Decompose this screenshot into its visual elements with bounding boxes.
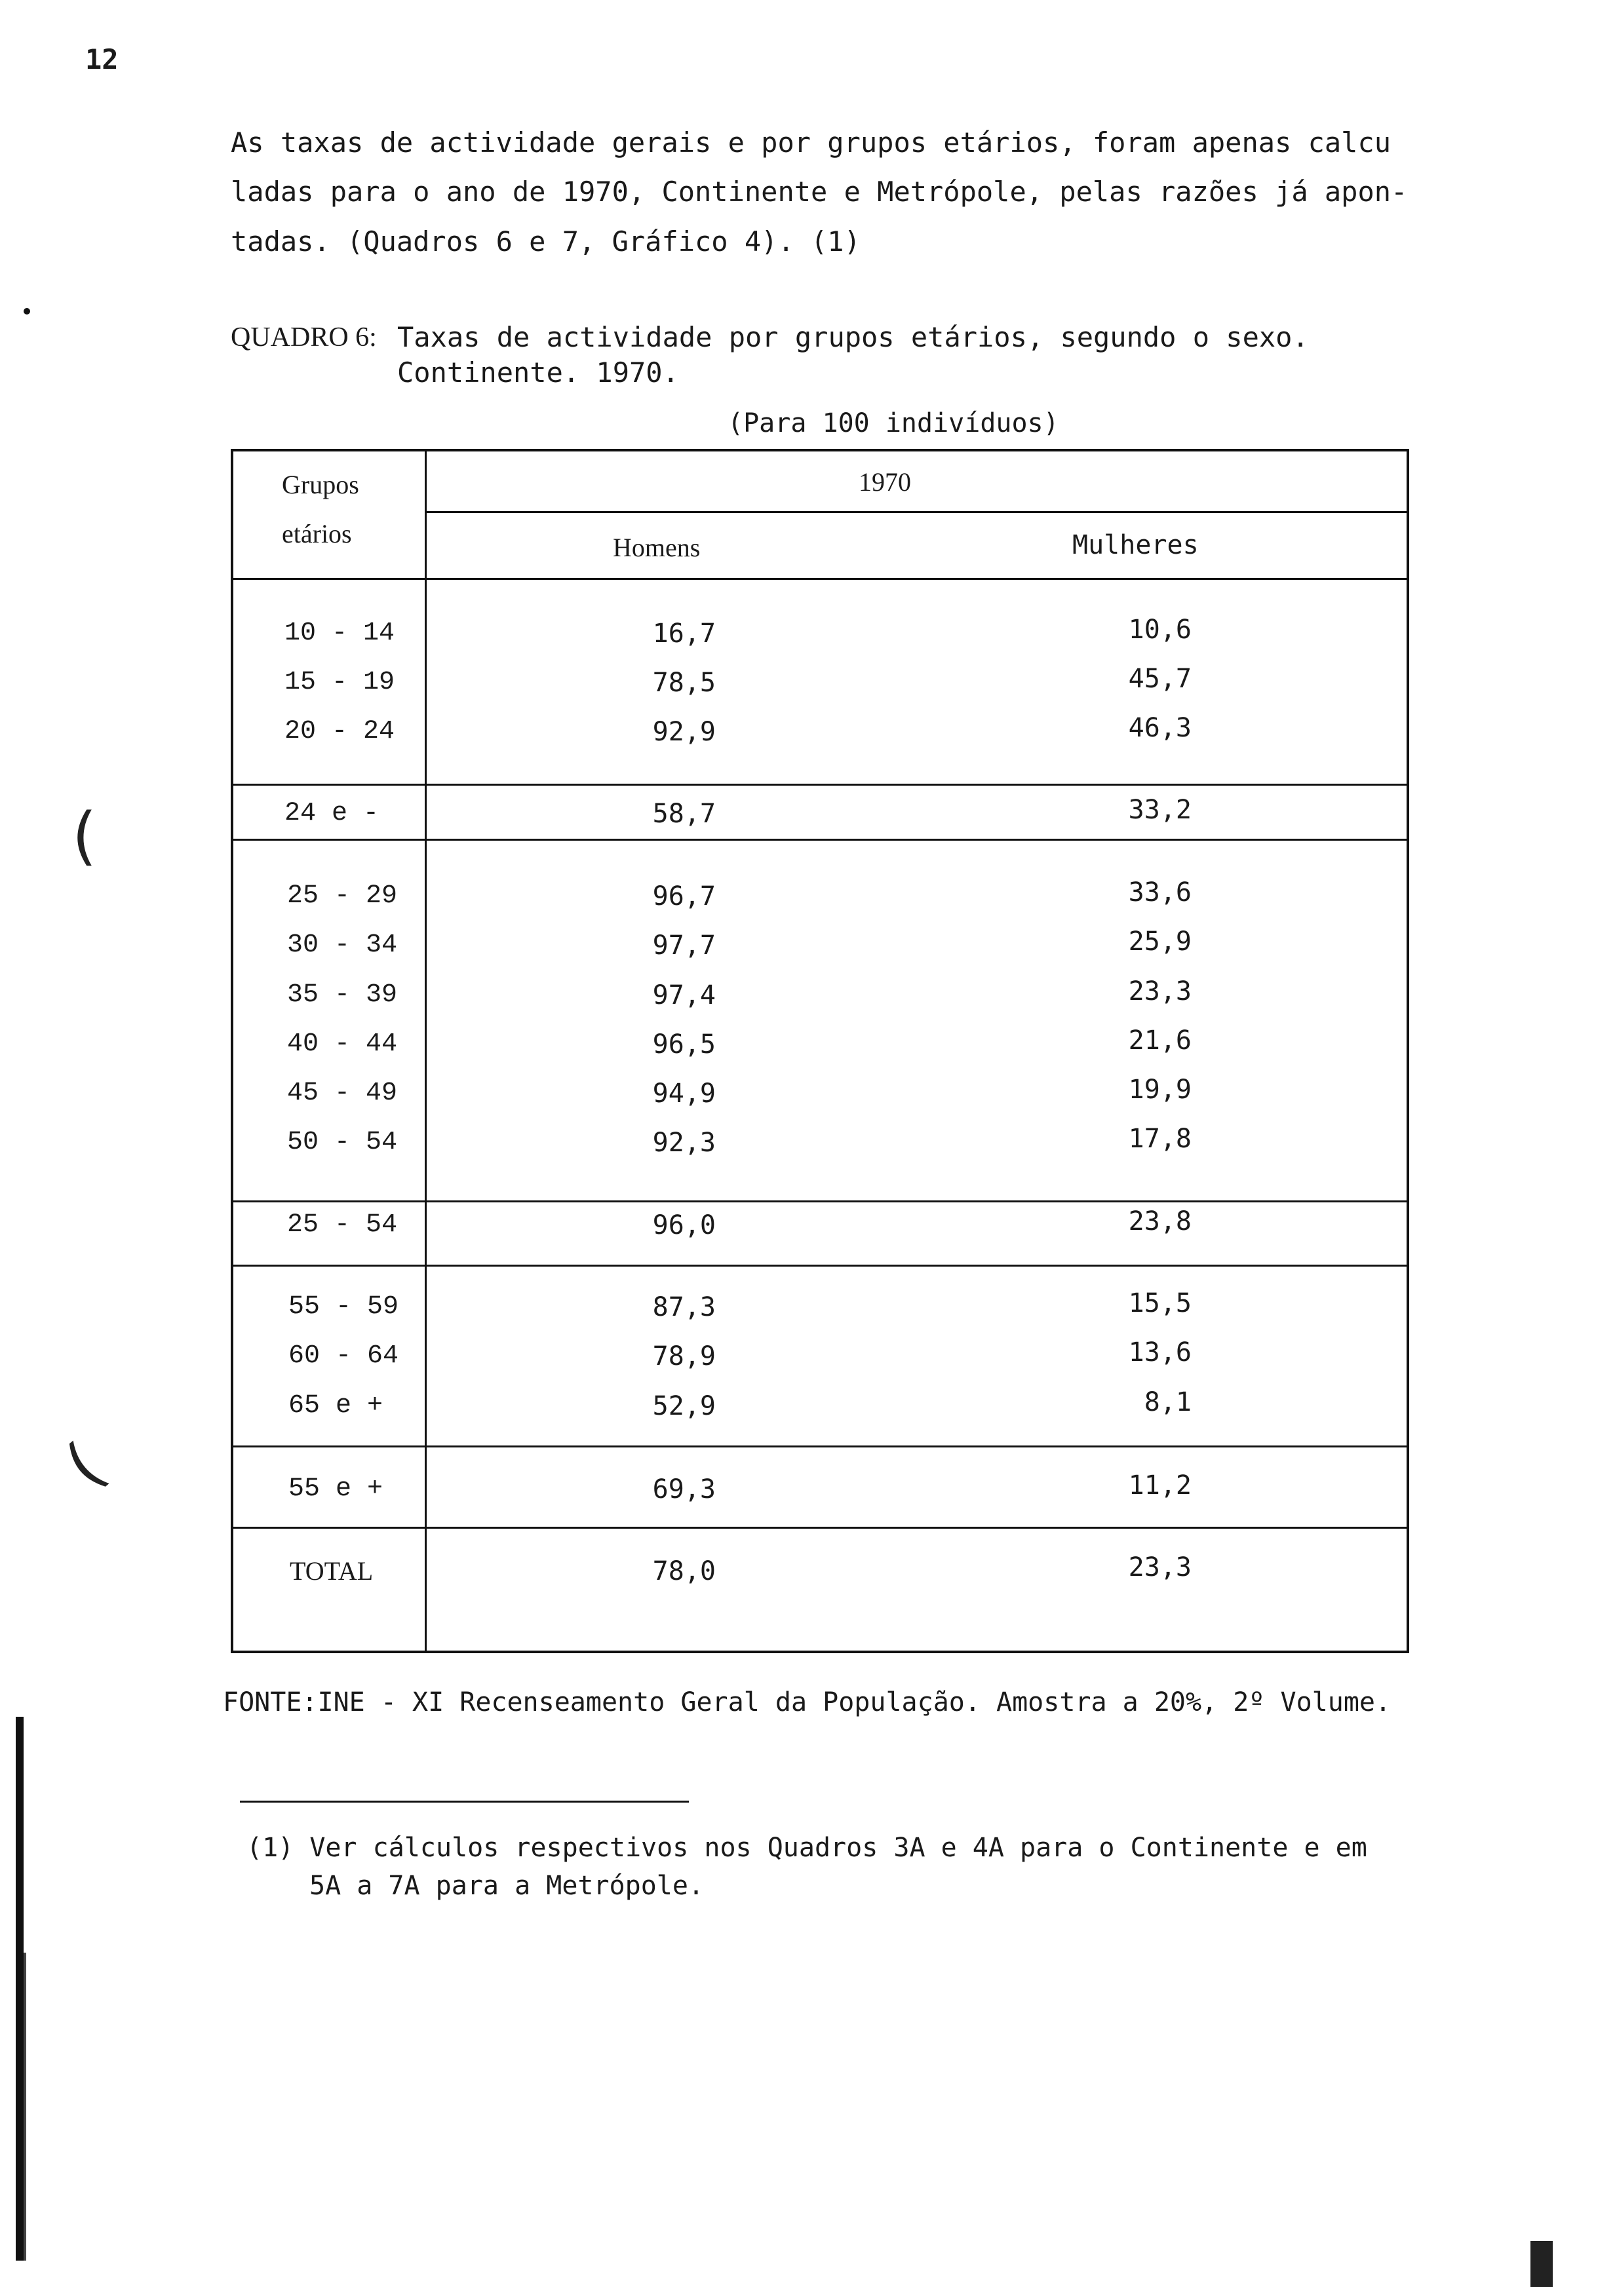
row-group: 25 - 29 <box>287 881 398 911</box>
table-caption-line-1: Taxas de actividade por grupos etários, segundo o sexo. <box>397 321 1309 353</box>
row-women-total: 23,3 <box>1128 1552 1192 1582</box>
row-group-subtotal: 25 - 54 <box>287 1210 398 1240</box>
row-men-value: 97,7 <box>652 930 716 961</box>
table-caption-line-2: Continente. 1970. <box>397 356 679 389</box>
row-group-subtotal: 55 e + <box>288 1474 383 1504</box>
row-men-value: 52,9 <box>652 1391 716 1421</box>
row-women-value: 13,6 <box>1128 1337 1192 1368</box>
row-men-value: 58,7 <box>652 799 716 829</box>
intro-line-1: As taxas de actividade gerais e por grupos etários, foram apenas calcu <box>231 126 1391 159</box>
source-note: FONTE:INE - XI Recenseamento Geral da População. Amostra a 20%, 2º Volume. <box>223 1687 1391 1717</box>
header-year: 1970 <box>859 467 911 497</box>
row-women-value: 45,7 <box>1128 664 1192 694</box>
row-men-value: 94,9 <box>652 1079 716 1109</box>
row-men-total: 78,0 <box>652 1556 716 1586</box>
row-men-value: 92,9 <box>652 717 716 747</box>
intro-line-3: tadas. (Quadros 6 e 7, Gráfico 4). (1) <box>231 225 861 258</box>
scan-edge-bar <box>16 1717 24 2261</box>
row-women-value: 15,5 <box>1128 1288 1192 1318</box>
row-group: 35 - 39 <box>287 980 398 1010</box>
group-rule-5 <box>231 1445 1409 1447</box>
row-group: 10 - 14 <box>284 619 395 648</box>
row-women-value: 23,3 <box>1128 976 1192 1006</box>
row-women-value: 17,8 <box>1128 1124 1192 1154</box>
scan-edge-bar <box>24 1953 26 2261</box>
table-caption-label: QUADRO 6: <box>231 322 377 353</box>
row-group: 50 - 54 <box>287 1128 398 1157</box>
row-women-value: 21,6 <box>1128 1025 1192 1056</box>
header-group-line-2: etários <box>282 519 352 548</box>
header-bottom-rule <box>231 578 1409 580</box>
row-group: 15 - 19 <box>284 668 395 697</box>
binding-mark-icon: ( <box>72 799 97 873</box>
row-group: 60 - 64 <box>288 1341 399 1371</box>
row-group: 30 - 34 <box>287 930 398 960</box>
scan-corner-mark <box>1530 2241 1553 2287</box>
group-rule-3 <box>231 1200 1409 1202</box>
page-number: 12 <box>85 43 119 75</box>
row-group-total: TOTAL <box>290 1556 374 1586</box>
row-women-value: 33,6 <box>1128 877 1192 908</box>
row-group: 45 - 49 <box>287 1079 398 1108</box>
row-group: 40 - 44 <box>287 1029 398 1059</box>
row-men-value: 16,7 <box>652 619 716 649</box>
row-group: 55 - 59 <box>288 1292 399 1322</box>
row-women-value: 33,2 <box>1128 795 1192 825</box>
scan-dot <box>24 308 30 315</box>
footnote-line-2: 5A a 7A para a Metrópole. <box>309 1871 705 1901</box>
intro-line-2: ladas para o ano de 1970, Continente e Metrópole, pelas razões já apon- <box>231 176 1408 208</box>
row-men-value: 92,3 <box>652 1128 716 1158</box>
row-group: 20 - 24 <box>284 717 395 746</box>
row-women-value: 8,1 <box>1144 1387 1192 1417</box>
row-men-value: 96,7 <box>652 881 716 911</box>
header-group-line-1: Grupos <box>282 470 359 499</box>
unit-note: (Para 100 indivíduos) <box>728 408 1059 438</box>
row-men-value: 87,3 <box>652 1292 716 1322</box>
group-rule-6 <box>231 1527 1409 1529</box>
row-women-value: 19,9 <box>1128 1075 1192 1105</box>
binding-mark-icon: ( <box>51 1429 118 1501</box>
row-women-value: 11,2 <box>1128 1470 1192 1501</box>
row-group: 65 e + <box>288 1391 383 1421</box>
row-men-value: 69,3 <box>652 1474 716 1504</box>
footnote-line-1: (1) Ver cálculos respectivos nos Quadros 3A e 4A para o Continente e em <box>246 1833 1367 1863</box>
row-men-value: 78,9 <box>652 1341 716 1371</box>
header-women: Mulheres <box>1072 530 1199 560</box>
footnote-rule <box>240 1801 689 1803</box>
data-table <box>231 449 1409 1653</box>
group-rule-4 <box>231 1265 1409 1267</box>
group-rule-1 <box>231 784 1409 786</box>
group-rule-2 <box>231 839 1409 841</box>
row-men-value: 96,0 <box>652 1210 716 1240</box>
row-men-value: 78,5 <box>652 668 716 698</box>
header-year-rule <box>426 511 1408 513</box>
row-group-subtotal: 24 e - <box>284 799 379 828</box>
row-women-value: 23,8 <box>1128 1206 1192 1236</box>
header-men: Homens <box>613 533 701 562</box>
row-men-value: 97,4 <box>652 980 716 1010</box>
row-men-value: 96,5 <box>652 1029 716 1060</box>
table-column-divider <box>425 449 427 1653</box>
row-women-value: 25,9 <box>1128 927 1192 957</box>
row-women-value: 46,3 <box>1128 713 1192 743</box>
row-women-value: 10,6 <box>1128 615 1192 645</box>
